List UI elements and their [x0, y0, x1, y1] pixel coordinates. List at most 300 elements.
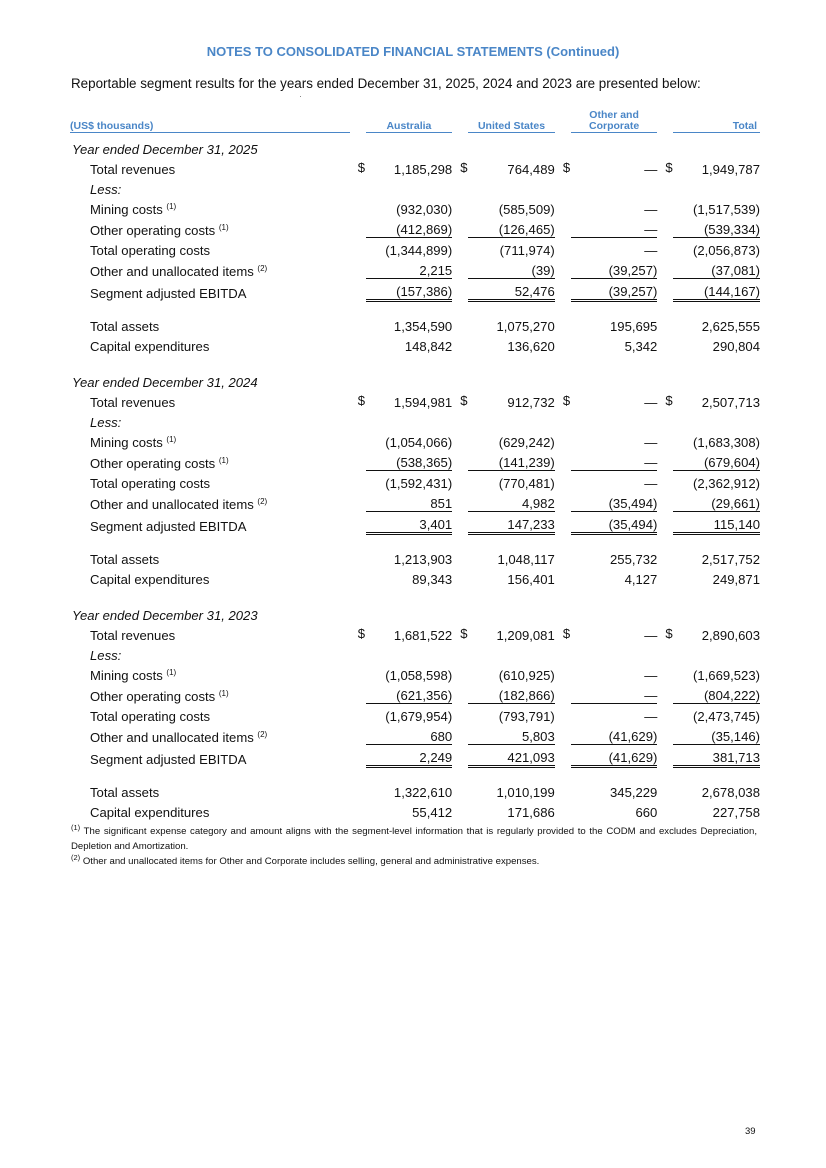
cell-value: 1,594,981 — [393, 395, 453, 410]
cell-value: 55,412 — [412, 805, 453, 820]
cell-value: (610,925) — [498, 668, 555, 683]
row-label-text: Mining costs — [90, 668, 163, 683]
row-label-text: Other and unallocated items — [90, 263, 254, 279]
row-label-text: Total operating costs — [90, 243, 211, 258]
header-other-line1: Other and — [589, 109, 639, 121]
less-label — [70, 177, 760, 197]
cell-value: (1,683,308) — [693, 435, 760, 450]
table-row-total-revenues — [70, 157, 760, 177]
row-label-text: Other operating costs — [90, 455, 216, 471]
table-row-segment-ebitda — [70, 279, 760, 301]
cell-other-corporate — [571, 745, 658, 767]
cell-value: 255,732 — [610, 552, 658, 567]
cell-value: 912,732 — [507, 395, 555, 410]
cell-other-corporate — [571, 780, 658, 800]
cell-value: (679,604) — [703, 455, 760, 470]
footnote-text: The significant expense category and amount aligns with the segment-level information that is regularly provided to the CODM and excludes Depreciation, Depletion and Amortization. — [71, 826, 757, 852]
table-row-total-revenues — [70, 390, 760, 410]
section-heading: Year ended December 31, 2025 — [72, 142, 258, 157]
cell-total — [673, 780, 760, 800]
cell-value: 156,401 — [507, 572, 555, 587]
currency-symbol: $ — [665, 626, 673, 641]
cell-value: 851 — [430, 496, 453, 511]
cell-value: (29,661) — [711, 496, 760, 511]
row-label — [70, 704, 350, 725]
cell-united-states — [468, 258, 555, 279]
cell-united-states — [468, 724, 555, 745]
row-label — [70, 258, 350, 279]
cell-value: (539,334) — [703, 222, 760, 237]
cell-value: (35,146) — [711, 729, 760, 744]
cell-total — [673, 430, 760, 450]
row-label — [70, 430, 350, 450]
cell-united-states — [468, 491, 555, 512]
row-label-text: Other operating costs — [90, 688, 216, 704]
cell-value: 764,489 — [507, 162, 555, 177]
cell-united-states — [468, 704, 555, 725]
table-header-row — [70, 110, 760, 133]
cell-value: 2,249 — [419, 750, 453, 765]
cell-australia — [366, 430, 453, 450]
table-row-other-unallocated — [70, 491, 760, 512]
cell-value: (2,056,873) — [693, 243, 760, 258]
row-label-text: Total assets — [90, 785, 160, 800]
row-label-text: Capital expenditures — [90, 339, 210, 354]
cell-australia — [366, 512, 453, 534]
currency-symbol: $ — [562, 393, 571, 408]
cell-other-corporate — [571, 724, 658, 745]
page-number: 39 — [745, 1126, 756, 1137]
currency-symbol: $ — [357, 626, 365, 641]
cell-australia — [366, 683, 453, 704]
currency-symbol: $ — [562, 626, 571, 641]
cell-australia — [366, 800, 453, 820]
less-row — [70, 410, 760, 430]
cell-australia — [357, 623, 453, 643]
footnote-ref: (1) — [218, 222, 229, 232]
cell-total — [673, 491, 760, 512]
footnote-ref: (2) — [257, 263, 268, 273]
cell-australia — [366, 567, 453, 587]
cell-united-states — [468, 800, 555, 820]
cell-value: 5,803 — [521, 729, 555, 744]
cell-value: — — [644, 668, 658, 683]
cell-value: (144,167) — [703, 284, 760, 299]
row-label-text: Other operating costs — [90, 222, 216, 238]
cell-australia — [366, 663, 453, 683]
table-row-other-operating-costs — [70, 450, 760, 471]
cell-other-corporate — [571, 704, 658, 725]
cell-value: (1,592,431) — [385, 476, 453, 491]
cell-australia — [366, 471, 453, 492]
footnote-mark: (2) — [71, 853, 81, 862]
cell-united-states — [468, 238, 555, 259]
cell-value: 4,127 — [624, 572, 658, 587]
cell-value: — — [644, 395, 658, 410]
cell-value: — — [644, 628, 658, 643]
cell-value: 1,010,199 — [496, 785, 555, 800]
cell-united-states — [468, 745, 555, 767]
cell-united-states — [468, 314, 555, 334]
footnote-1 — [71, 824, 757, 854]
cell-other-corporate — [571, 238, 658, 259]
cell-value: 381,713 — [712, 750, 760, 765]
cell-value: (1,344,899) — [385, 243, 453, 258]
row-label — [70, 450, 350, 471]
cell-australia — [366, 704, 453, 725]
footnote-mark: (1) — [71, 823, 81, 832]
cell-value: — — [644, 476, 658, 491]
row-label — [70, 279, 350, 301]
cell-united-states — [468, 683, 555, 704]
cell-value: (1,054,066) — [385, 435, 453, 450]
cell-value: (621,356) — [396, 688, 453, 703]
cell-value: (41,629) — [608, 750, 658, 765]
footnote-text: Other and unallocated items for Other and Corporate includes selling, general and administrative expenses. — [82, 856, 540, 867]
cell-total — [673, 683, 760, 704]
less-label — [70, 643, 760, 663]
cell-australia — [366, 450, 453, 471]
spacer-row — [70, 534, 760, 548]
cell-value: (629,242) — [498, 435, 555, 450]
cell-australia — [366, 258, 453, 279]
cell-value: 147,233 — [507, 517, 555, 532]
header-total: Total — [673, 110, 760, 133]
cell-total — [673, 800, 760, 820]
row-label-text: Capital expenditures — [90, 572, 210, 587]
cell-value: — — [644, 162, 658, 177]
cell-total — [673, 663, 760, 683]
row-label — [70, 663, 350, 683]
row-label — [70, 390, 350, 410]
cell-united-states — [468, 334, 555, 354]
table-row-mining-costs — [70, 197, 760, 217]
cell-value: 1,075,270 — [496, 319, 555, 334]
section-heading: Year ended December 31, 2024 — [72, 375, 258, 390]
cell-united-states — [460, 390, 555, 410]
cell-value: (141,239) — [498, 455, 555, 470]
cell-value: 89,343 — [412, 572, 453, 587]
cell-united-states — [468, 450, 555, 471]
table-row-capex — [70, 567, 760, 587]
less-text: Less: — [90, 182, 122, 197]
table-row-mining-costs — [70, 430, 760, 450]
cell-australia — [357, 157, 453, 177]
row-label-text: Other and unallocated items — [90, 729, 254, 745]
cell-value: (804,222) — [703, 688, 760, 703]
cell-value: 3,401 — [419, 517, 453, 532]
spacer-row — [70, 301, 760, 315]
row-label — [70, 623, 350, 643]
cell-value: 249,871 — [712, 572, 760, 587]
cell-united-states — [468, 567, 555, 587]
cell-united-states — [468, 430, 555, 450]
row-label — [70, 547, 350, 567]
cell-other-corporate — [571, 512, 658, 534]
cell-value: (1,517,539) — [693, 202, 760, 217]
cell-value: 421,093 — [507, 750, 555, 765]
cell-value: 2,517,752 — [701, 552, 760, 567]
table-row-total-assets — [70, 780, 760, 800]
table-row-total-assets — [70, 547, 760, 567]
cell-value: 1,322,610 — [393, 785, 453, 800]
table-row-other-unallocated — [70, 258, 760, 279]
cell-value: (39,257) — [608, 263, 658, 278]
row-label — [70, 197, 350, 217]
cell-value: 1,681,522 — [393, 628, 453, 643]
cell-united-states — [468, 663, 555, 683]
table-row-mining-costs — [70, 663, 760, 683]
table-row-other-operating-costs — [70, 683, 760, 704]
row-label — [70, 780, 350, 800]
row-label-text: Segment adjusted EBITDA — [90, 751, 247, 767]
cell-value: 1,354,590 — [393, 319, 453, 334]
cell-value: — — [644, 455, 658, 470]
cell-australia — [366, 780, 453, 800]
cell-australia — [366, 279, 453, 301]
page-title: NOTES TO CONSOLIDATED FINANCIAL STATEMENTS (Continued) — [206, 44, 620, 59]
cell-value: 227,758 — [712, 805, 760, 820]
table-row-other-unallocated — [70, 724, 760, 745]
cell-other-corporate — [571, 279, 658, 301]
less-row — [70, 643, 760, 663]
cell-value: (711,974) — [499, 243, 555, 258]
cell-other-corporate — [571, 491, 658, 512]
less-text: Less: — [90, 648, 122, 663]
cell-value: (585,509) — [498, 202, 555, 217]
cell-united-states — [468, 471, 555, 492]
cell-value: 1,213,903 — [393, 552, 453, 567]
row-label-text: Total revenues — [90, 162, 176, 177]
cell-other-corporate — [571, 217, 658, 238]
cell-value: (126,465) — [498, 222, 555, 237]
cell-value: 1,048,117 — [497, 552, 555, 567]
cell-other-corporate — [562, 390, 658, 410]
cell-value: 171,686 — [507, 805, 555, 820]
cell-value: (1,669,523) — [693, 668, 760, 683]
header-united-states: United States — [468, 110, 555, 133]
currency-symbol: $ — [357, 393, 365, 408]
footnote-ref: (1) — [218, 688, 229, 698]
row-label — [70, 157, 350, 177]
less-label — [70, 410, 760, 430]
cell-value: (793,791) — [498, 709, 555, 724]
cell-value: (412,869) — [396, 222, 453, 237]
cell-australia — [366, 238, 453, 259]
cell-total — [665, 390, 760, 410]
cell-united-states — [468, 547, 555, 567]
cell-united-states — [460, 623, 555, 643]
row-label-text: Total operating costs — [90, 709, 211, 724]
row-label — [70, 217, 350, 238]
cell-other-corporate — [571, 471, 658, 492]
cell-total — [673, 724, 760, 745]
cell-value: 345,229 — [610, 785, 658, 800]
table-row-capex — [70, 800, 760, 820]
cell-value: (182,866) — [498, 688, 555, 703]
cell-total — [665, 623, 760, 643]
row-label — [70, 314, 350, 334]
section-heading: Year ended December 31, 2023 — [72, 608, 258, 623]
row-label — [70, 683, 350, 704]
cell-value: (538,365) — [396, 455, 453, 470]
cell-other-corporate — [571, 197, 658, 217]
cell-total — [673, 512, 760, 534]
row-label — [70, 491, 350, 512]
cell-other-corporate — [571, 547, 658, 567]
cell-value: 115,140 — [713, 517, 760, 532]
cell-value: 4,982 — [521, 496, 555, 511]
cell-other-corporate — [571, 663, 658, 683]
cell-total — [673, 704, 760, 725]
cell-value: 680 — [430, 729, 453, 744]
cell-value: (37,081) — [711, 263, 760, 278]
header-other-line2: Corporate — [589, 120, 640, 132]
cell-value: 1,209,081 — [496, 628, 555, 643]
cell-united-states — [468, 279, 555, 301]
cell-value: (1,058,598) — [385, 668, 453, 683]
cell-total — [673, 547, 760, 567]
cell-other-corporate — [571, 334, 658, 354]
cell-other-corporate — [562, 623, 658, 643]
cell-other-corporate — [571, 430, 658, 450]
cell-value: — — [644, 709, 658, 724]
row-label-text: Mining costs — [90, 435, 163, 450]
cell-value: (39) — [531, 263, 555, 278]
cell-total — [673, 217, 760, 238]
table-row-total-assets — [70, 314, 760, 334]
cell-value: — — [644, 688, 658, 703]
footnote-ref: (2) — [257, 729, 268, 739]
footnote-ref: (1) — [218, 455, 229, 465]
row-label-text: Other and unallocated items — [90, 496, 254, 512]
cell-other-corporate — [571, 314, 658, 334]
row-label — [70, 471, 350, 492]
table-row-capex — [70, 334, 760, 354]
currency-symbol: $ — [562, 160, 571, 175]
cell-united-states — [460, 157, 555, 177]
intro-text: Reportable segment results for the years ended December 31, 2025, 2024 and 2023 are presented below: — [71, 76, 701, 91]
table-row-total-operating-costs — [70, 471, 760, 492]
cell-value: (932,030) — [396, 202, 453, 217]
cell-value: 195,695 — [610, 319, 658, 334]
cell-value: 136,620 — [507, 339, 555, 354]
cell-australia — [357, 390, 453, 410]
cell-australia — [366, 724, 453, 745]
cell-total — [673, 334, 760, 354]
cell-value: 1,949,787 — [701, 162, 760, 177]
less-row — [70, 177, 760, 197]
cell-total — [673, 238, 760, 259]
cell-value: 5,342 — [624, 339, 658, 354]
cell-total — [673, 745, 760, 767]
cell-australia — [366, 217, 453, 238]
cell-value: (2,473,745) — [693, 709, 760, 724]
cell-value: 2,625,555 — [701, 319, 760, 334]
cell-value: (39,257) — [608, 284, 658, 299]
cell-total — [673, 279, 760, 301]
cell-value: 2,507,713 — [701, 395, 760, 410]
currency-symbol: $ — [665, 160, 673, 175]
cell-value: 2,890,603 — [701, 628, 760, 643]
cell-australia — [366, 547, 453, 567]
cell-total — [673, 314, 760, 334]
cell-value: — — [644, 243, 658, 258]
cell-total — [673, 197, 760, 217]
cell-other-corporate — [562, 157, 658, 177]
section-heading-row — [70, 599, 760, 623]
footnotes — [71, 824, 757, 869]
section-heading-row — [70, 366, 760, 390]
cell-other-corporate — [571, 567, 658, 587]
cell-australia — [366, 197, 453, 217]
cell-total — [673, 450, 760, 471]
section-heading-row — [70, 133, 760, 158]
row-label-text: Total revenues — [90, 628, 176, 643]
cell-value: 2,215 — [419, 263, 453, 278]
cell-value: 148,842 — [404, 339, 453, 354]
cell-united-states — [468, 780, 555, 800]
row-label-text: Total revenues — [90, 395, 176, 410]
cell-value: 2,678,038 — [701, 785, 760, 800]
cell-value: 290,804 — [712, 339, 760, 354]
row-label-text: Mining costs — [90, 202, 163, 217]
table-row-total-operating-costs — [70, 238, 760, 259]
stray-dot — [300, 96, 301, 97]
cell-value: (2,362,912) — [693, 476, 760, 491]
cell-value: — — [644, 222, 658, 237]
row-label — [70, 567, 350, 587]
spacer-row — [70, 767, 760, 781]
header-other-corporate — [571, 110, 658, 133]
footnote-2 — [71, 854, 757, 869]
cell-value: (35,494) — [608, 496, 658, 511]
less-text: Less: — [90, 415, 122, 430]
cell-australia — [366, 491, 453, 512]
cell-value: (35,494) — [608, 517, 658, 532]
cell-other-corporate — [571, 683, 658, 704]
footnote-ref: (1) — [166, 202, 177, 211]
cell-value: 1,185,298 — [393, 162, 453, 177]
row-label — [70, 238, 350, 259]
cell-total — [665, 157, 760, 177]
cell-value: — — [644, 435, 658, 450]
cell-australia — [366, 745, 453, 767]
header-units: (US$ thousands) — [70, 110, 350, 133]
currency-symbol: $ — [665, 393, 673, 408]
row-label — [70, 745, 350, 767]
row-label-text: Segment adjusted EBITDA — [90, 518, 247, 534]
table-row-total-operating-costs — [70, 704, 760, 725]
cell-other-corporate — [571, 450, 658, 471]
cell-total — [673, 567, 760, 587]
cell-value: — — [644, 202, 658, 217]
table-row-other-operating-costs — [70, 217, 760, 238]
row-label — [70, 724, 350, 745]
table-row-segment-ebitda — [70, 745, 760, 767]
cell-australia — [366, 334, 453, 354]
cell-other-corporate — [571, 258, 658, 279]
cell-united-states — [468, 197, 555, 217]
row-label-text: Total assets — [90, 319, 160, 334]
header-australia: Australia — [366, 110, 453, 133]
row-label — [70, 800, 350, 820]
row-label-text: Segment adjusted EBITDA — [90, 285, 247, 301]
footnote-ref: (1) — [166, 668, 177, 677]
cell-value: (770,481) — [498, 476, 555, 491]
currency-symbol: $ — [357, 160, 365, 175]
cell-value: 52,476 — [514, 284, 555, 299]
